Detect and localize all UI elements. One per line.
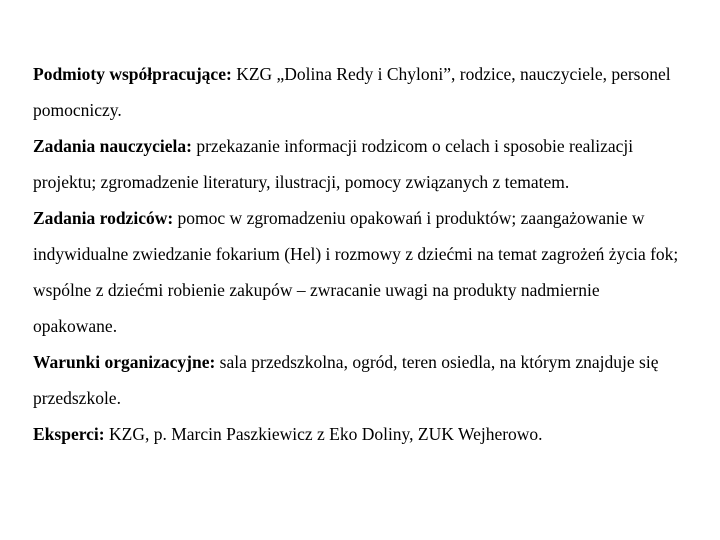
- teacher-tasks-label: Zadania nauczyciela:: [33, 136, 192, 156]
- parent-tasks-text: pomoc w zgromadzeniu opakowań i produktów; zaangażowanie w indywidualne zwiedzanie fokarium (Hel) i rozmowy z dziećmi na temat zagrożeń życia fok; wspólne z dziećmi robienie zakupów – zwracanie uwagi na produkty nadmiernie opakowane.: [33, 208, 679, 336]
- parent-tasks-label: Zadania rodziców:: [33, 208, 174, 228]
- teacher-tasks-text: przekazanie informacji rodzicom o celach i sposobie realizacji projektu; zgromadzenie literatury, ilustracji, pomocy związanych z tematem.: [33, 136, 634, 192]
- paragraph-parent-tasks: [33, 200, 683, 344]
- paragraph-organizational-conditions: [33, 344, 683, 416]
- cooperating-entities-text: KZG „Dolina Redy i Chyloni”, rodzice, nauczyciele, personel pomocniczy.: [33, 64, 671, 120]
- cooperating-entities-label: Podmioty współpracujące:: [33, 64, 232, 84]
- experts-label: Eksperci:: [33, 424, 105, 444]
- paragraph-experts: [33, 416, 683, 452]
- paragraph-teacher-tasks: [33, 128, 683, 200]
- text-block: [33, 56, 683, 452]
- organizational-conditions-text: sala przedszkolna, ogród, teren osiedla, na którym znajduje się przedszkole.: [33, 352, 659, 408]
- paragraph-cooperating-entities: [33, 56, 683, 128]
- organizational-conditions-label: Warunki organizacyjne:: [33, 352, 216, 372]
- experts-text: KZG, p. Marcin Paszkiewicz z Eko Doliny, ZUK Wejherowo.: [104, 424, 543, 444]
